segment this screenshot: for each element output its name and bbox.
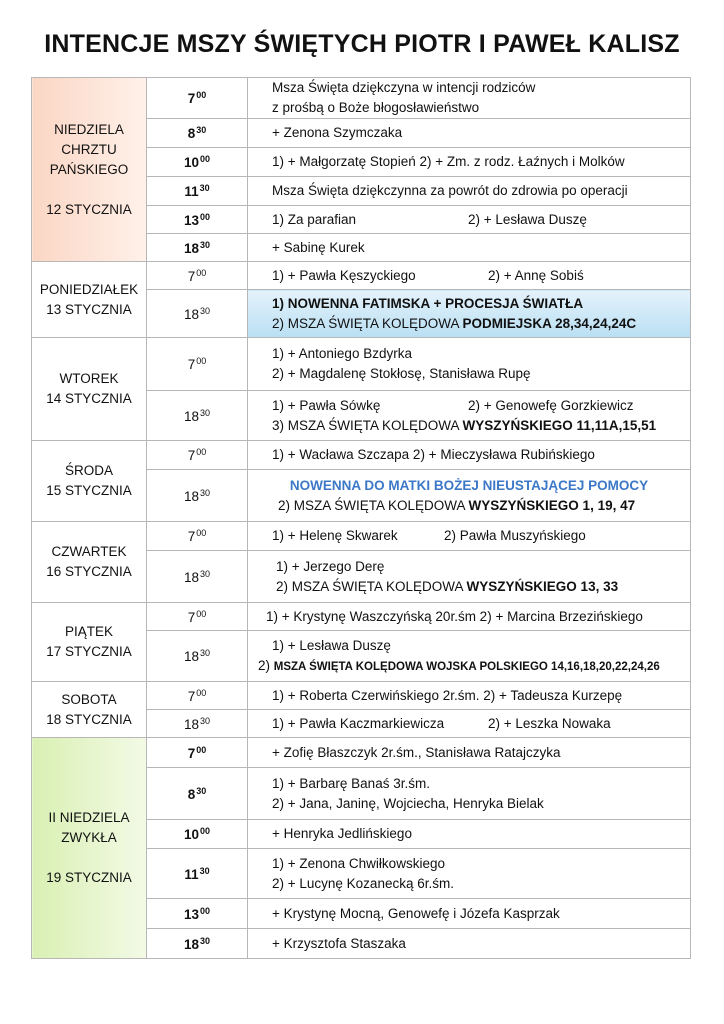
mass-time: $18^{30}$ (147, 631, 248, 682)
mass-intention: 1) + Pawła Kęszyckiego 2) + Annę Sobiś (248, 262, 691, 290)
day-cell: ŚRODA 15 STYCZNIA (32, 441, 147, 522)
mass-time: $18^{30}$ (147, 290, 248, 338)
mass-intention: 1) + Lesława Duszę 2) MSZA ŚWIĘTA KOLĘDOWA WOJSKA POLSKIEGO 14,16,18,20,22,24,26 (248, 631, 691, 682)
mass-time: $7^{00}$ (147, 338, 248, 391)
day-cell: SOBOTA 18 STYCZNIA (32, 682, 147, 738)
mass-intention: 1) + Zenona Chwiłkowskiego 2) + Lucynę Kozanecką 6r.śm. (248, 849, 691, 899)
table-row (32, 738, 691, 768)
table-row (32, 78, 691, 119)
day-cell: CZWARTEK 16 STYCZNIA (32, 522, 147, 603)
mass-intention: 1) + Małgorzatę Stopień 2) + Zm. z rodz. Łaźnych i Molków (248, 148, 691, 177)
mass-intention: 1) NOWENNA FATIMSKA + PROCESJA ŚWIATŁA 2) MSZA ŚWIĘTA KOLĘDOWA PODMIEJSKA 28,34,24,24C (248, 290, 691, 338)
day-cell: WTOREK 14 STYCZNIA (32, 338, 147, 441)
page-title: INTENCJE MSZY ŚWIĘTYCH PIOTR I PAWEŁ KALISZ (44, 30, 680, 58)
mass-intention: 1) + Barbarę Banaś 3r.śm. 2) + Jana, Janinę, Wojciecha, Henryka Bielak (248, 768, 691, 820)
mass-intention: Msza Święta dziękczyna w intencji rodziców z prośbą o Boże błogosławieństwo (248, 78, 691, 119)
day-cell: II NIEDZIELA ZWYKŁA 19 STYCZNIA (32, 738, 147, 959)
day-name-line: NIEDZIELA (54, 121, 124, 137)
mass-time: $11^{30}$ (147, 849, 248, 899)
mass-intention: 1) Za parafian 2) + Lesława Duszę (248, 206, 691, 234)
day-date: 12 STYCZNIA (46, 201, 132, 217)
mass-schedule-table (31, 77, 691, 959)
mass-time: $7^{00}$ (147, 522, 248, 551)
table-row (32, 262, 691, 290)
mass-time: $10^{00}$ (147, 148, 248, 177)
mass-intention: NOWENNA DO MATKI BOŻEJ NIEUSTAJĄCEJ POMOCY 2) MSZA ŚWIĘTA KOLĘDOWA WYSZYŃSKIEGO 1, 19, 47 (248, 470, 691, 522)
mass-intention: 1) + Pawła Sówkę 2) + Genowefę Gorzkiewicz 3) MSZA ŚWIĘTA KOLĘDOWA WYSZYŃSKIEGO 11,11A,15,51 (248, 391, 691, 441)
mass-time: $8^{30}$ (147, 768, 248, 820)
mass-intention: 1) + Jerzego Derę 2) MSZA ŚWIĘTA KOLĘDOWA WYSZYŃSKIEGO 13, 33 (248, 551, 691, 603)
mass-time: $7^{00}$ (147, 262, 248, 290)
day-cell: PONIEDZIAŁEK 13 STYCZNIA (32, 262, 147, 338)
mass-time: $18^{30}$ (147, 551, 248, 603)
mass-intention: 1) + Krystynę Waszczyńską 20r.śm 2) + Marcina Brzezińskiego (248, 603, 691, 631)
day-cell: PIĄTEK 17 STYCZNIA (32, 603, 147, 682)
mass-time: $7^{00}$ (147, 603, 248, 631)
day-cell (32, 78, 147, 262)
mass-intention: 1) + Helenę Skwarek 2) Pawła Muszyńskiego (248, 522, 691, 551)
mass-intention: + Krzysztofa Staszaka (248, 929, 691, 959)
day-name-line: PAŃSKIEGO (49, 161, 129, 177)
mass-intention: + Henryka Jedlińskiego (248, 820, 691, 849)
mass-time: $18^{30}$ (147, 470, 248, 522)
mass-time: $7^{00}$ (147, 78, 248, 119)
mass-time: $8^{30}$ (147, 119, 248, 148)
mass-time: $10^{00}$ (147, 820, 248, 849)
mass-intention: 1) + Roberta Czerwińskiego 2r.śm. 2) + Tadeusza Kurzepę (248, 682, 691, 710)
mass-intention: 1) + Wacława Szczapa 2) + Mieczysława Rubińskiego (248, 441, 691, 470)
day-name-line: CHRZTU (61, 141, 117, 157)
mass-intention: 1) + Pawła Kaczmarkiewicza 2) + Leszka Nowaka (248, 710, 691, 738)
mass-time: $18^{30}$ (147, 391, 248, 441)
mass-time: $7^{00}$ (147, 738, 248, 768)
table-row (32, 682, 691, 710)
table-row (32, 522, 691, 551)
mass-time: $7^{00}$ (147, 441, 248, 470)
mass-intention: + Zofię Błaszczyk 2r.śm., Stanisława Ratajczyka (248, 738, 691, 768)
table-row (32, 338, 691, 391)
mass-intention: + Sabinę Kurek (248, 234, 691, 262)
mass-time: $18^{30}$ (147, 929, 248, 959)
mass-intention: Msza Święta dziękczynna za powrót do zdrowia po operacji (248, 177, 691, 206)
table-row (32, 441, 691, 470)
mass-intention: + Zenona Szymczaka (248, 119, 691, 148)
mass-intention: + Krystynę Mocną, Genowefę i Józefa Kasprzak (248, 899, 691, 929)
mass-time: $7^{00}$ (147, 682, 248, 710)
mass-intention: 1) + Antoniego Bzdyrka 2) + Magdalenę Stokłosę, Stanisława Rupę (248, 338, 691, 391)
mass-time: $11^{30}$ (147, 177, 248, 206)
table-row (32, 603, 691, 631)
mass-time: $18^{30}$ (147, 234, 248, 262)
mass-time: $13^{00}$ (147, 206, 248, 234)
mass-time: $18^{30}$ (147, 710, 248, 738)
mass-time: $13^{00}$ (147, 899, 248, 929)
